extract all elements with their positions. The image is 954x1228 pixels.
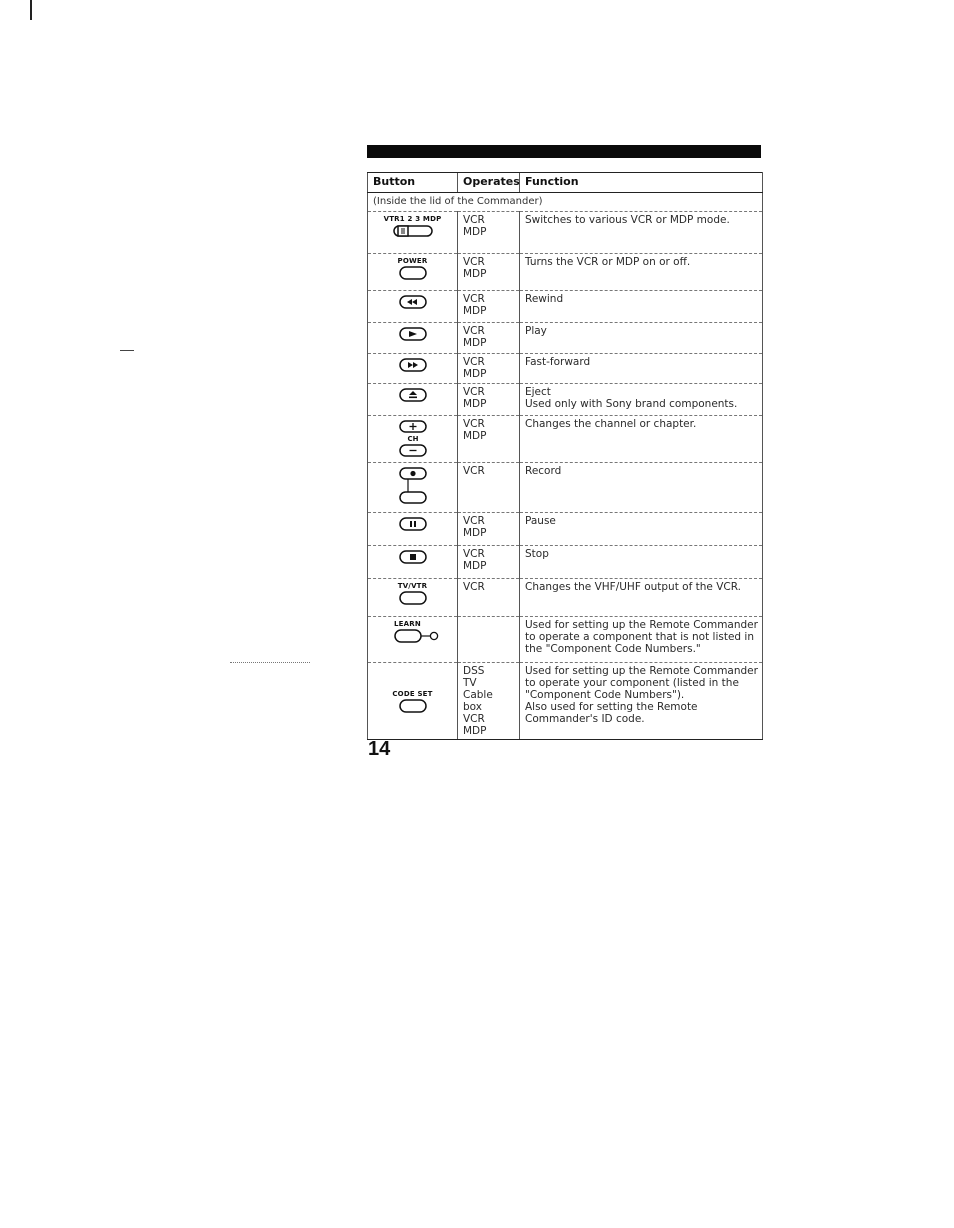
operates-cell: VCR MDP <box>458 384 520 416</box>
record-icon <box>398 466 428 506</box>
function-cell: Used for setting up the Remote Commander to operate your component (listed in the "Component Code Numbers"). Also used for setting the Remote Commander's ID code. <box>520 663 763 740</box>
button-label: VTR1 2 3 MDP <box>383 215 442 223</box>
mode-slide-switch-icon <box>393 224 433 238</box>
operates-cell: VCR MDP <box>458 416 520 463</box>
operates-cell: VCR MDP <box>458 354 520 384</box>
button-cell <box>368 323 458 354</box>
button-label: POWER <box>397 257 428 265</box>
button-cell <box>368 463 458 513</box>
operates-cell: VCR MDP <box>458 513 520 546</box>
button-cell <box>368 663 458 740</box>
operates-cell: VCR MDP <box>458 212 520 254</box>
button-label: CH <box>407 435 418 443</box>
scan-mark <box>230 662 310 664</box>
table-row <box>368 513 763 546</box>
table-row <box>368 546 763 579</box>
tv-vtr-button-icon <box>398 591 428 605</box>
function-cell: Record <box>520 463 763 513</box>
header-button: Button <box>368 173 458 193</box>
power-button-icon <box>398 266 428 280</box>
operates-cell: VCR <box>458 463 520 513</box>
function-cell: Stop <box>520 546 763 579</box>
button-label: LEARN <box>394 620 421 628</box>
fast-forward-icon <box>398 357 428 373</box>
function-cell: Switches to various VCR or MDP mode. <box>520 212 763 254</box>
function-cell: Pause <box>520 513 763 546</box>
table-row <box>368 291 763 323</box>
pause-icon <box>398 516 428 532</box>
header-operates: Operates <box>458 173 520 193</box>
function-cell: Used for setting up the Remote Commander to operate a component that is not listed in the "Component Code Numbers." <box>520 617 763 663</box>
function-cell: Play <box>520 323 763 354</box>
channel-up-down-icon <box>398 419 428 459</box>
code-set-button-icon <box>398 699 428 713</box>
table-note-row <box>368 193 763 212</box>
scan-mark <box>120 350 134 351</box>
table-row <box>368 323 763 354</box>
page-number: 14 <box>368 738 391 760</box>
table-header-row <box>368 173 763 193</box>
operates-cell: VCR <box>458 579 520 617</box>
stop-icon <box>398 549 428 565</box>
function-cell: Changes the VHF/UHF output of the VCR. <box>520 579 763 617</box>
operates-cell: VCR MDP <box>458 323 520 354</box>
table-row <box>368 579 763 617</box>
button-cell <box>368 254 458 291</box>
button-function-table <box>367 172 763 740</box>
operates-cell: VCR MDP <box>458 546 520 579</box>
operates-cell: VCR MDP <box>458 291 520 323</box>
learn-button-icon <box>394 629 444 643</box>
function-cell: Turns the VCR or MDP on or off. <box>520 254 763 291</box>
table-row <box>368 617 763 663</box>
table-row <box>368 463 763 513</box>
button-label: CODE SET <box>392 689 433 698</box>
rewind-icon <box>398 294 428 310</box>
section-header-bar <box>367 145 761 158</box>
button-cell <box>368 546 458 579</box>
button-cell <box>368 579 458 617</box>
button-cell <box>368 416 458 463</box>
function-cell: Rewind <box>520 291 763 323</box>
function-cell: Eject Used only with Sony brand components. <box>520 384 763 416</box>
table-row <box>368 416 763 463</box>
button-cell <box>368 212 458 254</box>
function-cell: Fast-forward <box>520 354 763 384</box>
button-label: TV/VTR <box>397 582 428 590</box>
scan-mark <box>30 0 32 20</box>
table-row <box>368 354 763 384</box>
operates-cell: VCR MDP <box>458 254 520 291</box>
table-note: (Inside the lid of the Commander) <box>368 193 763 212</box>
play-icon <box>398 326 428 342</box>
table-row <box>368 254 763 291</box>
table-row <box>368 384 763 416</box>
button-cell <box>368 513 458 546</box>
button-cell <box>368 384 458 416</box>
table-row <box>368 663 763 740</box>
button-cell <box>368 617 458 663</box>
operates-cell <box>458 617 520 663</box>
button-cell <box>368 291 458 323</box>
eject-icon <box>398 387 428 403</box>
table-row <box>368 212 763 254</box>
button-cell <box>368 354 458 384</box>
header-function: Function <box>520 173 763 193</box>
operates-cell: DSS TV Cable box VCR MDP <box>458 663 520 740</box>
function-cell: Changes the channel or chapter. <box>520 416 763 463</box>
